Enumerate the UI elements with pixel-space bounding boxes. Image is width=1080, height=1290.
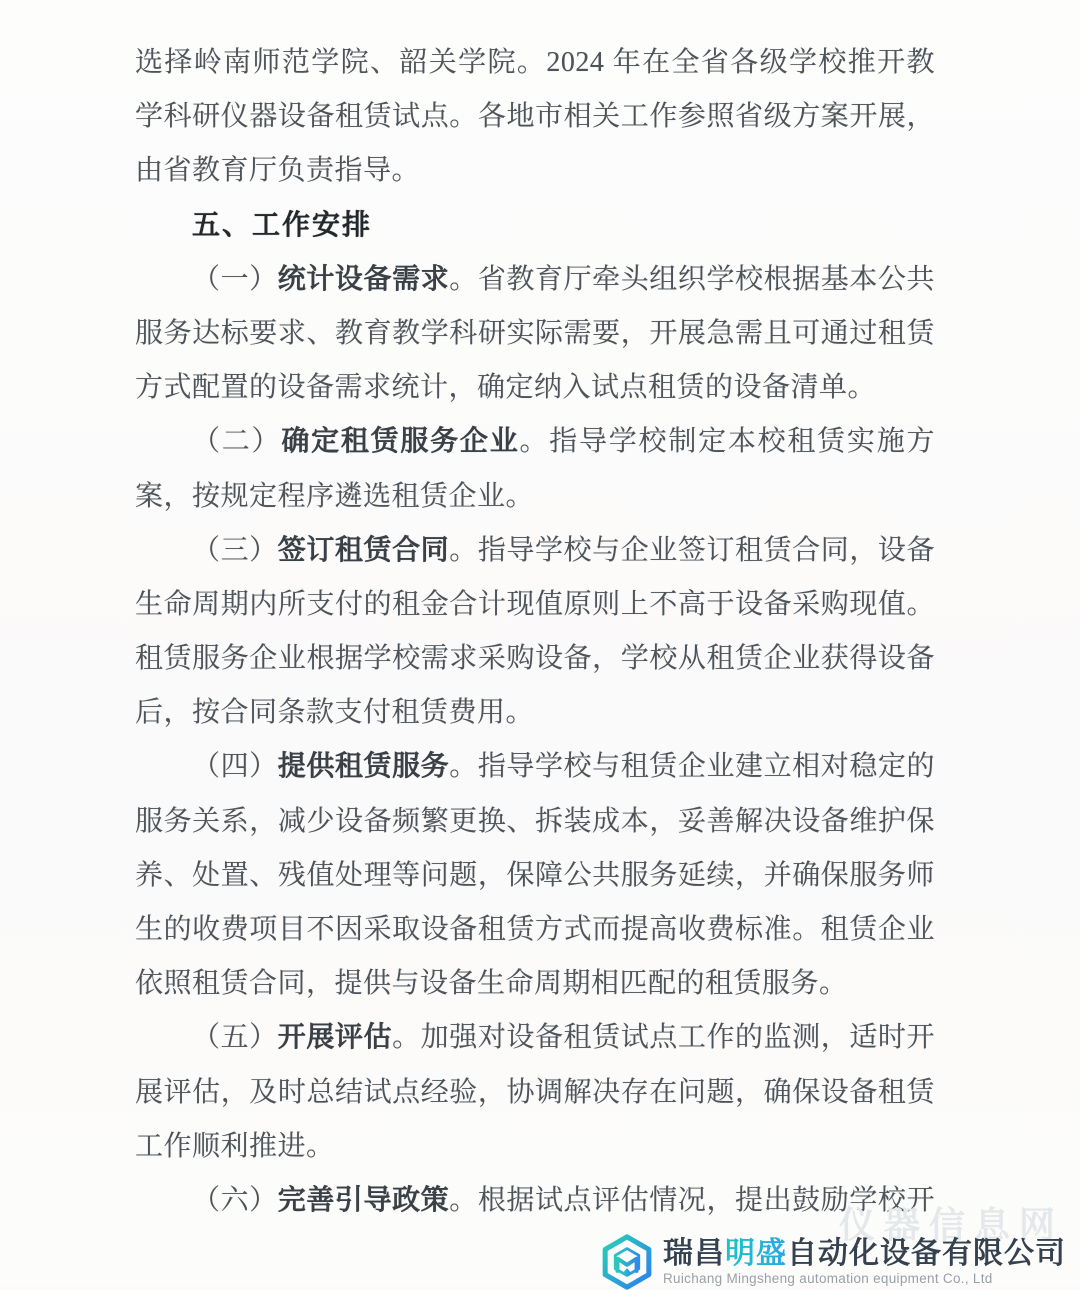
text-line (135, 740, 935, 794)
text-line (135, 632, 935, 686)
text-line (135, 307, 935, 361)
text-line (135, 144, 935, 198)
text-segment: 开展评估 (277, 1022, 393, 1054)
text-segment: 选择岭南师范学院、韶关学院。2024 年在全省各级学校推开教 (135, 47, 935, 78)
text-segment: （三） (192, 534, 278, 566)
text-segment: 完善引导政策 (277, 1184, 450, 1216)
text-segment: （六） (192, 1184, 278, 1216)
text-segment: 。省教育厅牵头组织学校根据基本公共 (449, 263, 935, 295)
text-line (135, 903, 935, 957)
text-segment: （一） (192, 263, 278, 295)
text-segment: 。根据试点评估情况，提出鼓励学校开 (449, 1184, 935, 1216)
text-segment: （五） (192, 1022, 278, 1054)
text-segment: （四） (192, 751, 278, 783)
brand-text (663, 1238, 1066, 1287)
text-segment: 学科研仪器设备租赁试点。各地市相关工作参照省级方案开展， (135, 101, 935, 133)
text-segment: 服务达标要求、教育教学科研实际需要，开展急需且可通过租赁 (135, 317, 935, 349)
text-line (135, 795, 935, 849)
section-heading (135, 199, 935, 253)
text-segment: 由省教育厅负责指导。 (135, 155, 421, 187)
text-segment: 。指导学校与租赁企业建立相对稳定的 (449, 751, 935, 783)
text-line (135, 957, 935, 1011)
text-segment: 提供租赁服务 (277, 751, 450, 783)
text-segment: （二） (192, 426, 282, 458)
text-line (135, 1011, 935, 1065)
text-segment: 租赁服务企业根据学校需求采购设备，学校从租赁企业获得设备 (135, 643, 935, 675)
text-segment: 确定租赁服务企业 (281, 426, 520, 458)
text-segment: 签订租赁合同 (277, 534, 450, 566)
text-segment: 案，按规定程序遴选租赁企业。 (135, 480, 535, 512)
text-line (135, 1120, 935, 1174)
text-line (135, 361, 935, 415)
footer-brand (646, 1196, 1066, 1284)
text-segment: 统计设备需求 (277, 263, 450, 295)
text-segment: 。加强对设备租赁试点工作的监测，适时开 (392, 1022, 935, 1054)
text-segment: 后，按合同条款支付租赁费用。 (135, 697, 535, 729)
text-line (135, 849, 935, 903)
text-segment: 服务关系，减少设备频繁更换、拆装成本，妥善解决设备维护保 (135, 805, 935, 837)
text-segment: 方式配置的设备需求统计，确定纳入试点租赁的设备清单。 (135, 372, 877, 404)
company-name-cn (663, 1238, 1066, 1270)
text-line (135, 36, 935, 90)
text-segment: 依照租赁合同，提供与设备生命周期相匹配的租赁服务。 (135, 968, 848, 1000)
text-line (135, 470, 935, 524)
text-segment: 养、处置、残值处理等问题，保障公共服务延续，并确保服务师 (135, 859, 935, 891)
text-segment: 。指导学校与企业签订租赁合同，设备 (449, 534, 935, 566)
watermark-text: 仪器信息网 (838, 1204, 1064, 1245)
text-segment: 五、工作安排 (192, 209, 373, 241)
text-line (135, 1066, 935, 1120)
text-line (135, 578, 935, 632)
text-line (135, 90, 935, 144)
text-segment: 生命周期内所支付的租金合计现值原则上不高于设备采购现值。 (135, 588, 935, 620)
text-line (135, 524, 935, 578)
company-name-en: Ruichang Mingsheng automation equipment Co., Ltd (663, 1270, 993, 1286)
text-segment: 展评估，及时总结试点经验，协调解决存在问题，确保设备租赁 (135, 1076, 935, 1108)
text-segment: 生的收费项目不因采取设备租赁方式而提高收费标准。租赁企业 (135, 914, 935, 945)
company-name-highlight: 明盛 (725, 1236, 787, 1270)
document-body (135, 36, 935, 1228)
text-segment: 工作顺利推进。 (135, 1130, 335, 1162)
text-line (135, 253, 935, 307)
text-line (135, 415, 935, 469)
text-line (135, 686, 935, 740)
text-segment: 。指导学校制定本校租赁实施方 (519, 426, 935, 458)
company-name-prefix: 瑞昌 (663, 1236, 725, 1270)
brand-row (599, 1234, 1066, 1290)
hexagon-m-logo-icon (599, 1234, 655, 1290)
company-name-suffix: 自动化设备有限公司 (787, 1236, 1066, 1270)
